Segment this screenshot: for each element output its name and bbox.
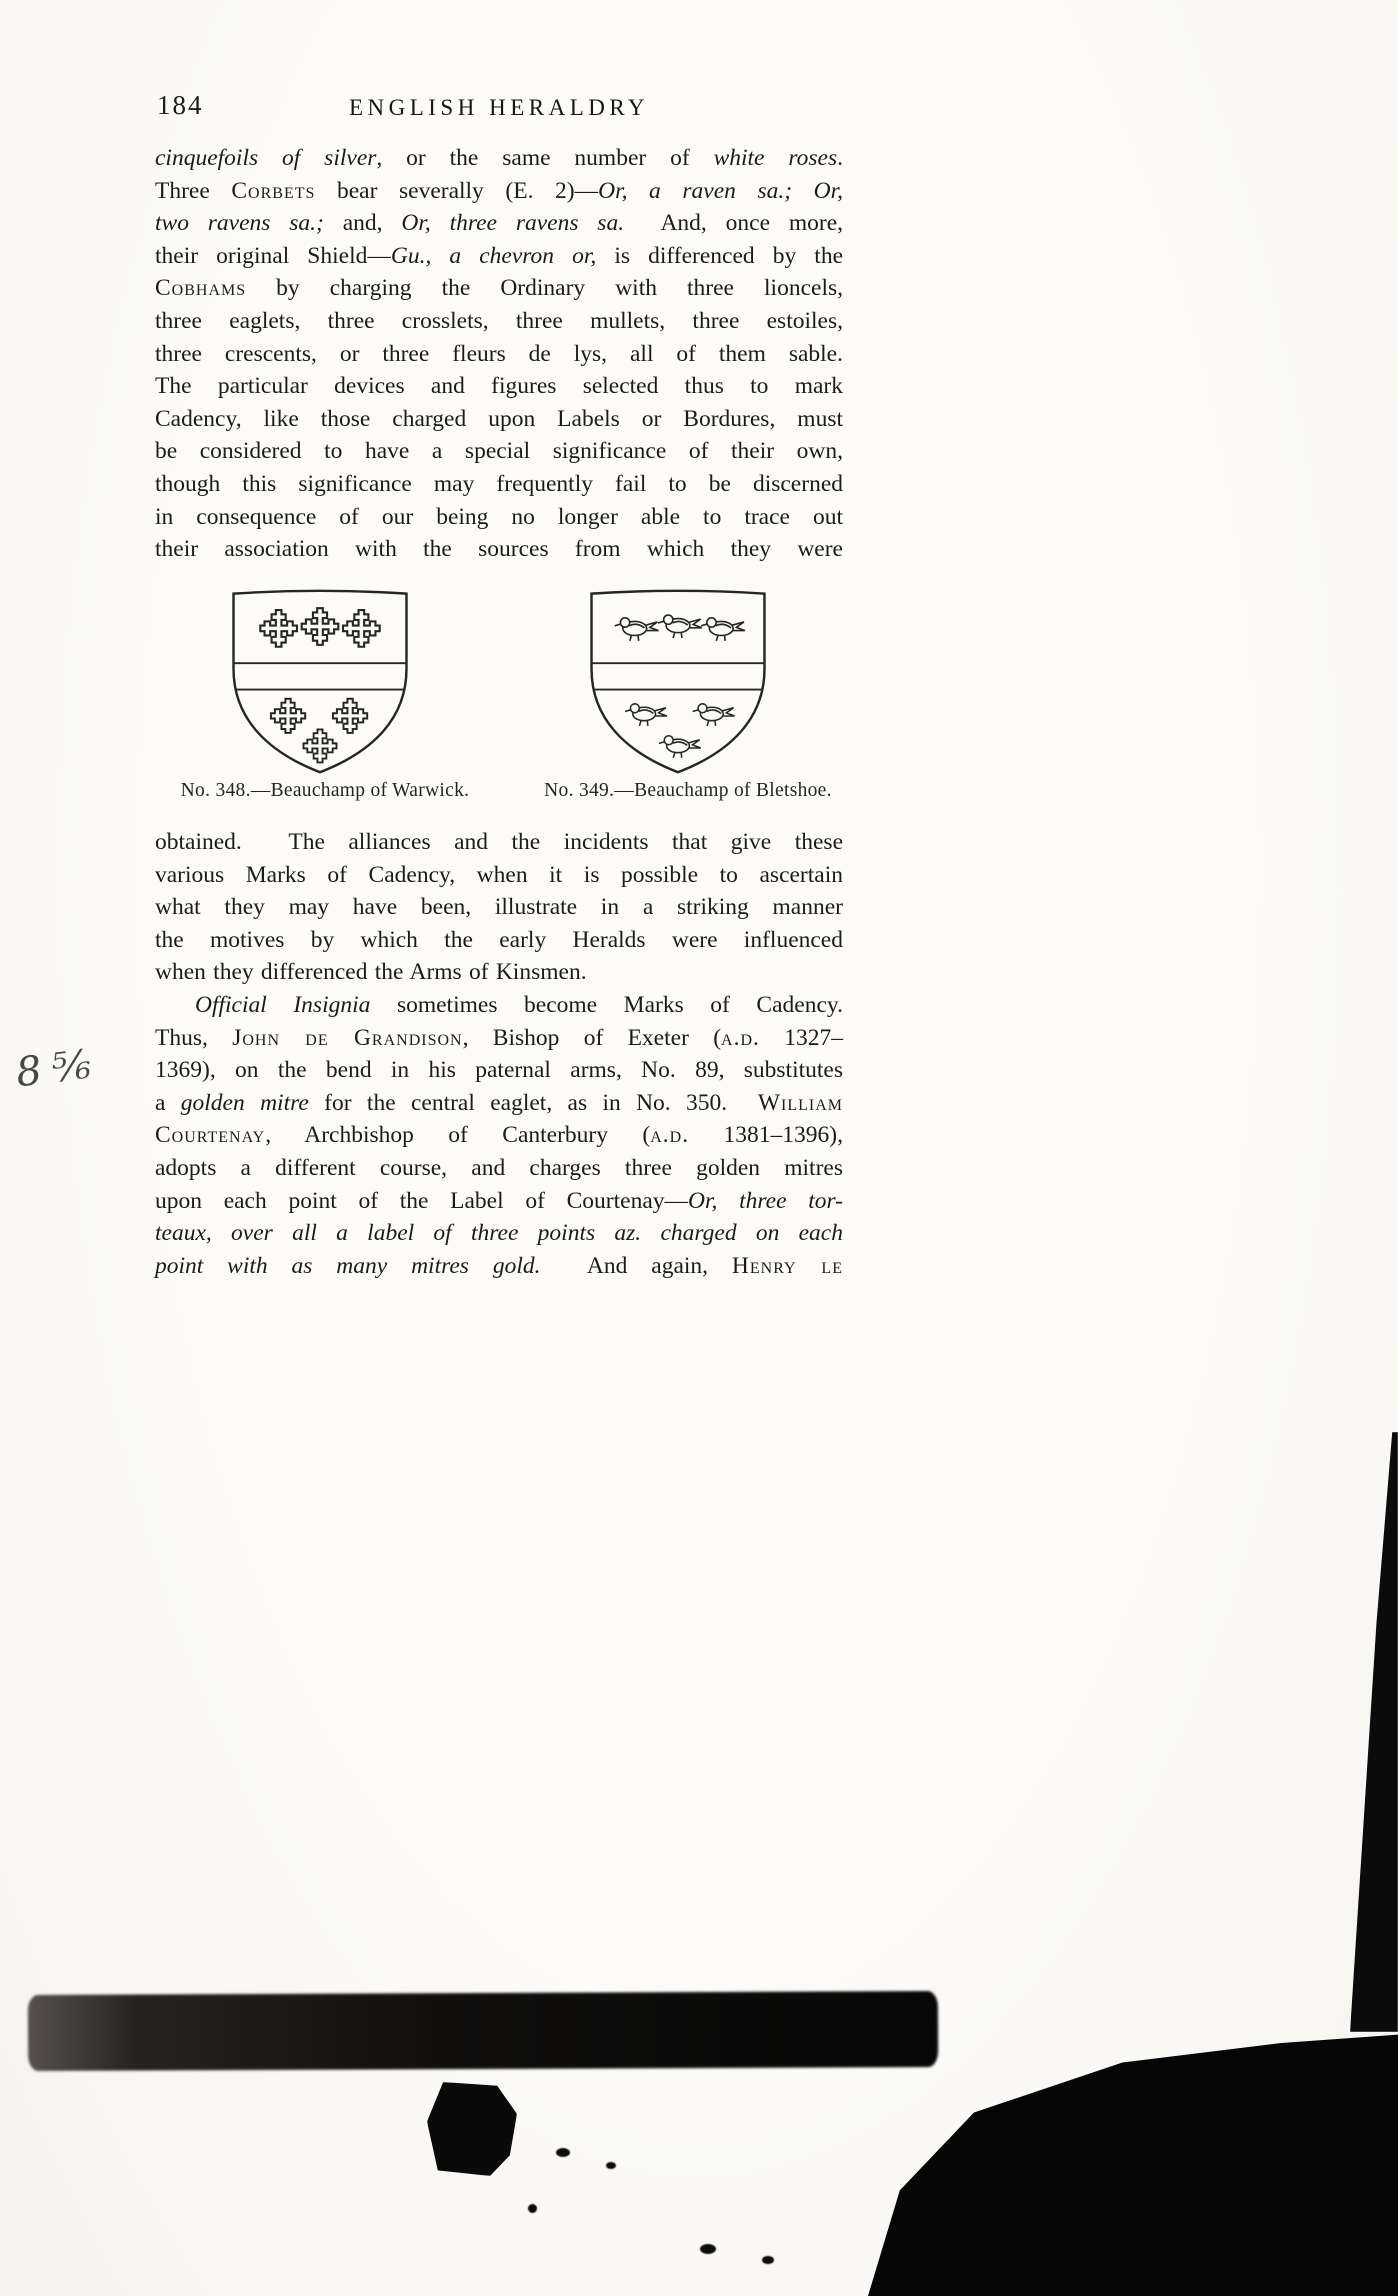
- text-run: what they may have been, illustrate in a striking manner: [155, 894, 843, 921]
- text-run: three crescents, or three fleurs de lys, all of them sable.: [155, 340, 843, 367]
- text-run: Official Insignia: [195, 992, 371, 1018]
- text-line: [155, 859, 843, 892]
- fess-band: [234, 663, 405, 689]
- text-run: various Marks of Cadency, when it is possible to ascertain: [155, 861, 843, 888]
- text-run: a.d.: [650, 1122, 690, 1149]
- text-run: by charging the Ordinary with three lioncels,: [246, 275, 843, 302]
- martlet-charges: [615, 615, 745, 758]
- text-run: John de Grandison: [232, 1024, 463, 1051]
- text-run: their original Shield—: [155, 242, 391, 269]
- text-run: William: [757, 1089, 844, 1116]
- text-line: [155, 1022, 843, 1055]
- text-line: [155, 1119, 843, 1152]
- text-run: sometimes become Marks of Cadency.: [370, 992, 843, 1018]
- text-run: adopts a different course, and charges three golden mitres: [155, 1154, 843, 1181]
- text-run: And again,: [540, 1252, 732, 1279]
- scan-artifact-speck: [528, 2204, 537, 2213]
- text-run: And, once more,: [624, 210, 843, 237]
- fess-band: [592, 663, 763, 689]
- text-run: though this significance may frequently fail to be discerned: [155, 470, 843, 497]
- text-run: Or, three tor-: [688, 1187, 843, 1214]
- text-line: [155, 435, 843, 468]
- text-run: The particular devices and figures selected thus to mark: [155, 373, 843, 400]
- running-header: ENGLISH HERALDRY: [348, 95, 650, 120]
- text-line: [155, 338, 843, 371]
- text-run: , or the same number of: [376, 145, 714, 171]
- figure-caption-348: No. 348.—Beauchamp of Warwick.: [180, 780, 470, 801]
- text-line: [155, 891, 843, 924]
- text-run: golden mitre: [180, 1089, 309, 1116]
- figure-beauchamp-of-bletshoe: [584, 586, 772, 783]
- crosslet-charges: [260, 608, 379, 762]
- text-line: [155, 370, 843, 403]
- text-run: Corbets: [231, 177, 316, 204]
- text-run: Cobhams: [155, 275, 247, 302]
- text-run: .: [837, 145, 843, 171]
- text-run: teaux, over all a label of three points az. charged on each: [155, 1220, 843, 1247]
- text-run: and,: [323, 210, 402, 237]
- text-run: Cadency, like those charged upon Labels or Bordures, must: [155, 405, 843, 432]
- figure-caption-349: No. 349.—Beauchamp of Bletshoe.: [544, 780, 832, 801]
- scan-artifact-corner: [868, 2018, 1398, 2296]
- text-line: [155, 207, 843, 240]
- text-run: point with as many mitres gold.: [155, 1252, 541, 1279]
- text-run: is differenced by the: [596, 242, 843, 269]
- text-run: white roses: [713, 145, 838, 171]
- scan-artifact-blob: [427, 2082, 517, 2176]
- text-line: [155, 1087, 843, 1120]
- page-number: 184: [157, 90, 204, 120]
- text-line: [155, 142, 843, 175]
- text-run: Three: [155, 177, 232, 204]
- text-run: Thus,: [155, 1024, 233, 1051]
- text-line: [155, 989, 843, 1022]
- bletshoe-shield-drawing: [584, 586, 772, 778]
- text-line: [155, 240, 843, 273]
- text-line: [155, 272, 843, 305]
- text-run: two ravens sa.;: [155, 210, 324, 237]
- text-run: in consequence of our being no longer able to trace out: [155, 503, 843, 530]
- text-run: 1327–: [759, 1024, 843, 1051]
- text-line: [155, 501, 843, 534]
- text-run: obtained. The alliances and the incidents that give these: [155, 829, 843, 855]
- warwick-shield-drawing: [226, 586, 414, 778]
- text-run: for the central eaglet, as in No. 350.: [308, 1089, 758, 1116]
- scan-artifact-speck: [556, 2148, 570, 2157]
- figure-beauchamp-of-warwick: [226, 586, 414, 783]
- text-run: , Archbishop of Canterbury (: [265, 1122, 651, 1149]
- text-line: [155, 1054, 843, 1087]
- text-run: be considered to have a special significance of their own,: [155, 438, 843, 465]
- text-run: upon each point of the Label of Courtenay—: [155, 1187, 689, 1214]
- text-run: three eaglets, three crosslets, three mullets, three estoiles,: [155, 307, 843, 334]
- text-line: [155, 468, 843, 501]
- text-line: [155, 175, 843, 208]
- text-line: [155, 403, 843, 436]
- scan-artifact-right-edge: [1350, 1432, 1398, 2032]
- text-run: a: [155, 1089, 181, 1116]
- text-run: Or, a raven sa.; Or,: [598, 177, 844, 204]
- scan-artifact-speck: [762, 2256, 774, 2264]
- text-line: [155, 924, 843, 957]
- paragraph-3: [155, 989, 843, 1282]
- scan-artifact-speck: [606, 2162, 616, 2169]
- text-line: [155, 956, 843, 989]
- text-line: [155, 1152, 843, 1185]
- scan-artifact-speck: [700, 2244, 716, 2254]
- text-run: , Bishop of Exeter (: [462, 1024, 722, 1051]
- paragraph-1: [155, 142, 843, 566]
- text-line: [155, 305, 843, 338]
- text-run: 1381–1396),: [689, 1122, 843, 1149]
- text-run: cinquefoils of silver: [155, 145, 377, 171]
- text-line: [155, 1250, 843, 1283]
- paragraph-2: [155, 826, 843, 989]
- text-line: [155, 826, 843, 859]
- text-run: when they differenced the Arms of Kinsmen.: [155, 959, 587, 986]
- text-line: [155, 1185, 843, 1218]
- text-run: Or, three ravens sa.: [401, 210, 625, 237]
- text-run: 1369), on the bend in his paternal arms, No. 89, substitutes: [155, 1057, 843, 1084]
- text-run: Gu., a chevron or,: [390, 242, 597, 269]
- scan-artifact-band: [28, 1991, 938, 2071]
- text-run: Henry le: [731, 1252, 843, 1279]
- text-line: [155, 533, 843, 566]
- handwritten-margin-note: 8 ⅚: [13, 1041, 93, 1097]
- text-run: Courtenay: [155, 1122, 266, 1149]
- text-run: the motives by which the early Heralds were influenced: [155, 926, 843, 953]
- text-run: their association with the sources from which they were: [155, 536, 843, 563]
- text-run: a.d.: [721, 1024, 760, 1051]
- text-run: bear severally (E. 2)—: [315, 177, 599, 204]
- text-line: [155, 1217, 843, 1250]
